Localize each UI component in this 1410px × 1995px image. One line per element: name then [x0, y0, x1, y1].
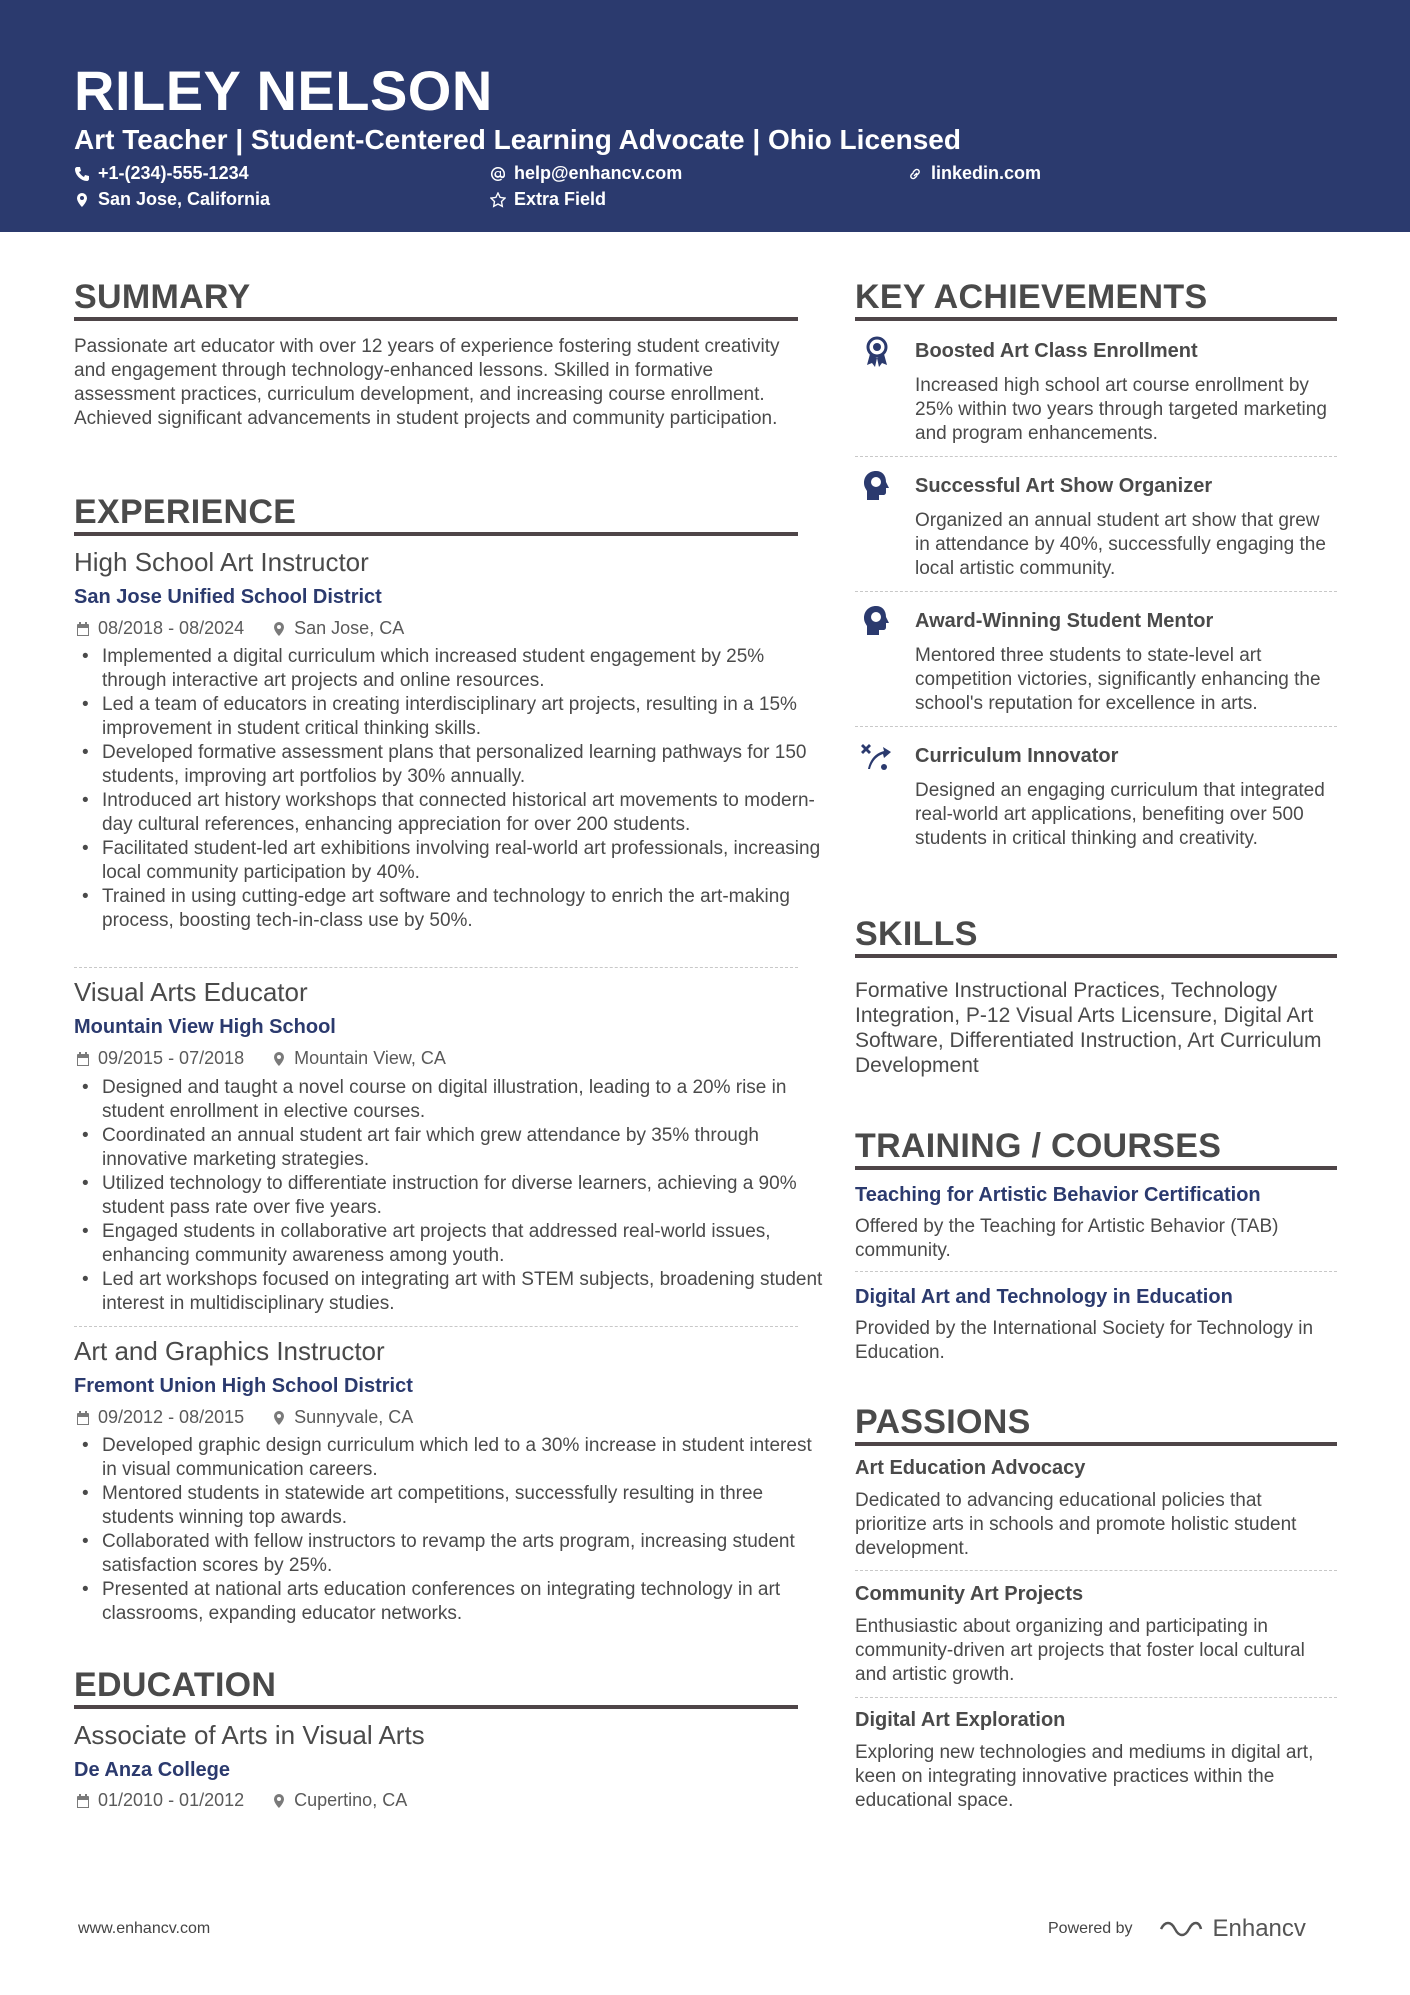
education-location-text: Cupertino, CA — [294, 1790, 408, 1810]
list-item: • Introduced art history workshops that connected historical art movements to modern-day cultural references, enhancing appreciation for over 200 students. — [102, 789, 826, 837]
job-location — [272, 1407, 413, 1428]
training-heading: TRAINING / COURSES — [855, 1127, 1222, 1165]
course-title: Teaching for Artistic Behavior Certification — [855, 1184, 1261, 1206]
link-icon — [907, 166, 923, 182]
divider — [855, 591, 1337, 592]
experience-heading: EXPERIENCE — [74, 493, 297, 531]
list-item: • Led a team of educators in creating interdisciplinary art projects, resulting in a 15% improvement in student critical thinking skills. — [102, 693, 826, 741]
brand-logo — [1157, 1915, 1306, 1943]
list-item: • Implemented a digital curriculum which increased student engagement by 25% through interactive art projects and online resources. — [102, 645, 826, 693]
job-location — [272, 1048, 446, 1069]
achievement-title: Award-Winning Student Mentor — [915, 610, 1214, 632]
phone-text: +1-(234)-555-1234 — [98, 163, 249, 183]
experience-rule — [74, 532, 798, 536]
skills-heading: SKILLS — [855, 915, 978, 953]
passion-desc: Enthusiastic about organizing and participating in community-driven art projects that foster local cultural and artistic growth. — [855, 1616, 1305, 1685]
achievement-title: Boosted Art Class Enrollment — [915, 340, 1198, 362]
resume-header — [0, 0, 1410, 232]
star-icon — [490, 192, 506, 208]
strategy-arrow-icon — [860, 739, 894, 773]
passions-heading: PASSIONS — [855, 1403, 1031, 1441]
passions-rule — [855, 1442, 1337, 1446]
education-rule — [74, 1705, 798, 1709]
linkedin-text: linkedin.com — [931, 163, 1042, 183]
calendar-icon — [76, 1051, 90, 1067]
location-pin-icon — [272, 1051, 286, 1067]
location-text: San Jose, California — [98, 189, 271, 209]
footer-site[interactable]: www.enhancv.com — [78, 1920, 211, 1937]
company-name: Fremont Union High School District — [74, 1375, 413, 1397]
education-meta — [76, 1790, 407, 1811]
list-item: • Trained in using cutting-edge art software and technology to enrich the art-making process, boosting tech-in-class use by 50%. — [102, 885, 826, 933]
candidate-headline: Art Teacher | Student-Centered Learning Advocate | Ohio Licensed — [74, 124, 961, 155]
job-bullets — [74, 1076, 826, 1316]
extra-field-text: Extra Field — [514, 189, 607, 209]
job-meta — [76, 1407, 413, 1428]
company-name: Mountain View High School — [74, 1016, 336, 1038]
list-item: • Designed and taught a novel course on digital illustration, leading to a 20% rise in student enrollment in elective courses. — [102, 1076, 826, 1124]
list-item: • Coordinated an annual student art fair which grew attendance by 35% through innovative marketing strategies. — [102, 1124, 826, 1172]
divider — [855, 726, 1337, 727]
divider — [74, 1326, 798, 1327]
achievements-rule — [855, 317, 1337, 321]
achievements-heading: KEY ACHIEVEMENTS — [855, 278, 1208, 316]
head-idea-icon — [860, 604, 894, 638]
phone-icon — [74, 166, 90, 182]
list-item: • Developed graphic design curriculum which led to a 30% increase in student interest in visual communication careers. — [102, 1434, 826, 1482]
location-pin-icon — [74, 192, 90, 208]
passion-desc: Dedicated to advancing educational policies that prioritize arts in schools and promote holistic student development. — [855, 1490, 1297, 1559]
training-rule — [855, 1166, 1337, 1170]
degree-title: Associate of Arts in Visual Arts — [74, 1720, 425, 1750]
list-item: • Collaborated with fellow instructors to revamp the arts program, increasing student satisfaction scores by 25%. — [102, 1530, 826, 1578]
passion-title: Art Education Advocacy — [855, 1457, 1086, 1479]
award-ribbon-icon — [860, 334, 894, 368]
location-pin-icon — [272, 1410, 286, 1426]
job-meta — [76, 618, 404, 639]
powered-by-text: Powered by — [1048, 1920, 1133, 1937]
location-pin-icon — [272, 1793, 286, 1809]
job-location — [272, 618, 404, 639]
course-desc: Offered by the Teaching for Artistic Behavior (TAB) community. — [855, 1216, 1279, 1261]
calendar-icon — [76, 1410, 90, 1426]
summary-rule — [74, 317, 798, 321]
calendar-icon — [76, 1793, 90, 1809]
education-dates: 01/2010 - 01/2012 — [98, 1790, 245, 1810]
footer-branding — [1048, 1915, 1306, 1943]
summary-text: Passionate art educator with over 12 years of experience fostering student creativity and engagement through technology-enhanced lessons. Skilled in formative assessment practices, curriculum development, and increasing course enrollment. Achieved significant advancements in student projects and community participation. — [74, 336, 780, 429]
head-idea-icon — [860, 469, 894, 503]
list-item: • Led art workshops focused on integrating art with STEM subjects, broadening student interest in multidisciplinary studies. — [102, 1268, 826, 1316]
divider — [855, 1570, 1337, 1571]
contact-location — [74, 189, 270, 210]
passion-title: Community Art Projects — [855, 1583, 1084, 1605]
job-dates: 09/2015 - 07/2018 — [98, 1048, 245, 1068]
job-dates: 09/2012 - 08/2015 — [98, 1407, 245, 1427]
company-name: San Jose Unified School District — [74, 586, 382, 608]
achievement-title: Successful Art Show Organizer — [915, 475, 1213, 497]
course-desc: Provided by the International Society for Technology in Education. — [855, 1318, 1314, 1363]
achievement-title: Curriculum Innovator — [915, 745, 1119, 767]
school-name: De Anza College — [74, 1759, 230, 1781]
list-item: • Facilitated student-led art exhibitions involving real-world art professionals, increasing local community participation by 40%. — [102, 837, 826, 885]
divider — [74, 967, 798, 968]
contact-phone — [74, 163, 249, 184]
job-bullets — [74, 1434, 826, 1626]
course-title: Digital Art and Technology in Education — [855, 1286, 1233, 1308]
at-icon — [490, 166, 506, 182]
passion-desc: Exploring new technologies and mediums in digital art, keen on integrating innovative practices within the educational space. — [855, 1742, 1314, 1811]
job-location-text: Mountain View, CA — [294, 1048, 446, 1068]
job-title: Art and Graphics Instructor — [74, 1336, 385, 1366]
summary-heading: SUMMARY — [74, 278, 251, 316]
job-meta — [76, 1048, 446, 1069]
education-heading: EDUCATION — [74, 1666, 277, 1704]
achievement-desc: Organized an annual student art show that grew in attendance by 40%, successfully engaging the local artistic community. — [915, 510, 1326, 579]
list-item: • Presented at national arts education conferences on integrating technology in art classrooms, expanding educator networks. — [102, 1578, 826, 1626]
achievement-desc: Increased high school art course enrollment by 25% within two years through targeted marketing and program enhancements. — [915, 375, 1327, 444]
list-item: • Mentored students in statewide art competitions, successfully resulting in three students winning top awards. — [102, 1482, 826, 1530]
candidate-name: RILEY NELSON — [74, 59, 493, 122]
location-pin-icon — [272, 621, 286, 637]
job-title: High School Art Instructor — [74, 547, 369, 577]
job-dates: 08/2018 - 08/2024 — [98, 618, 245, 638]
achievement-desc: Mentored three students to state-level art competition victories, significantly enhancing the school's reputation for excellence in arts. — [915, 645, 1321, 714]
list-item: • Engaged students in collaborative art projects that addressed real-world issues, enhancing community awareness among youth. — [102, 1220, 826, 1268]
list-item: • Developed formative assessment plans that personalized learning pathways for 150 students, improving art portfolios by 30% annually. — [102, 741, 826, 789]
calendar-icon — [76, 621, 90, 637]
divider — [855, 456, 1337, 457]
list-item: • Utilized technology to differentiate instruction for diverse learners, achieving a 90% student pass rate over five years. — [102, 1172, 826, 1220]
skills-rule — [855, 954, 1337, 958]
brand-name: Enhancv — [1212, 1915, 1306, 1942]
job-location-text: Sunnyvale, CA — [294, 1407, 414, 1427]
job-title: Visual Arts Educator — [74, 977, 308, 1007]
job-location-text: San Jose, CA — [294, 618, 405, 638]
email-text: help@enhancv.com — [514, 163, 683, 183]
education-location — [272, 1790, 407, 1811]
enhancv-logo-icon — [1157, 1917, 1205, 1941]
job-bullets — [74, 645, 826, 933]
divider — [855, 1271, 1337, 1272]
divider — [855, 1697, 1337, 1698]
achievement-desc: Designed an engaging curriculum that integrated real-world art applications, benefiting over 500 students in critical thinking and creativity. — [915, 780, 1325, 849]
contact-email[interactable] — [490, 163, 682, 184]
contact-linkedin[interactable] — [907, 163, 1041, 184]
passion-title: Digital Art Exploration — [855, 1709, 1066, 1731]
contact-extra — [490, 189, 606, 210]
skills-text: Formative Instructional Practices, Technology Integration, P-12 Visual Arts Licensure, Digital Art Software, Differentiated Instruction, Art Curriculum Development — [855, 979, 1322, 1077]
